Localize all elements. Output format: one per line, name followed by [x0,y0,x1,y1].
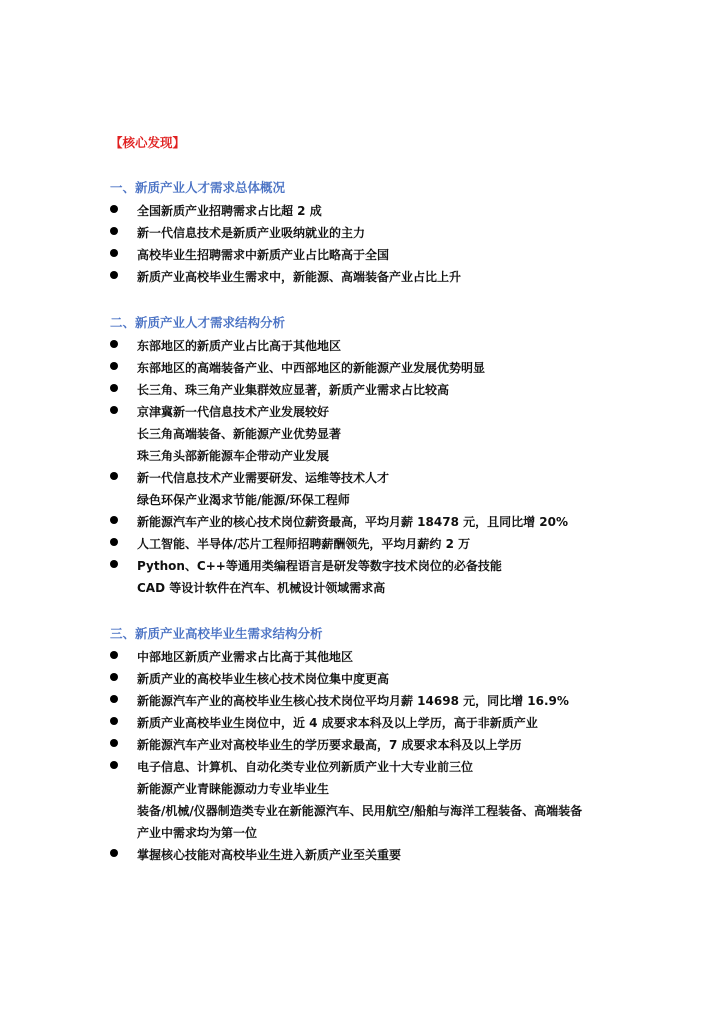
section-heading: 二、新质产业人才需求结构分析 [110,315,286,330]
bullet-text: 绿色环保产业渴求节能/能源/环保工程师 [137,493,350,507]
bullet-text: 长三角高端装备、新能源产业优势显著 [137,427,342,441]
bullet-item [110,244,670,266]
bullet-icon [110,205,118,213]
bullet-text: 全国新质产业招聘需求占比超 2 成 [137,204,322,218]
bullet-item [110,266,670,288]
bullet-item [110,335,670,357]
bullet-text: 新一代信息技术是新质产业吸纳就业的主力 [137,226,366,240]
bullet-item [110,222,670,244]
bullet-text: 珠三角头部新能源车企带动产业发展 [137,449,330,463]
bullet-text: 新能源汽车产业的高校毕业生核心技术岗位平均月薪 14698 元，同比增 16.9% [137,694,569,708]
bullet-icon [110,673,118,681]
document-body [110,133,670,866]
bullet-icon [110,560,118,568]
section-2 [110,313,670,599]
bullet-text: 新质产业高校毕业生需求中，新能源、高端装备产业占比上升 [137,270,462,284]
bullet-text: 高校毕业生招聘需求中新质产业占比略高于全国 [137,248,390,262]
bullet-text: 掌握核心技能对高校毕业生进入新质产业至关重要 [137,848,402,862]
section-3 [110,624,670,866]
bullet-text: 电子信息、计算机、自动化类专业位列新质产业十大专业前三位 [137,760,474,774]
section-1 [110,178,670,288]
bullet-icon [110,384,118,392]
bullet-item [110,467,670,511]
bullet-text: 东部地区的高端装备产业、中西部地区的新能源产业发展优势明显 [137,361,486,375]
bullet-text: 新能源汽车产业对高校毕业生的学历要求最高，7 成要求本科及以上学历 [137,738,522,752]
bullet-item [110,690,670,712]
bullet-item [110,379,670,401]
bullet-icon [110,717,118,725]
bullet-text: 人工智能、半导体/芯片工程师招聘薪酬领先，平均月薪约 2 万 [137,537,471,551]
bullet-item [110,555,670,599]
section-heading: 一、新质产业人才需求总体概况 [110,180,286,195]
bullet-icon [110,340,118,348]
bullet-item [110,646,670,668]
section-heading: 三、新质产业高校毕业生需求结构分析 [110,626,323,641]
bullet-item [110,533,670,555]
bullet-item [110,200,670,222]
bullet-text: Python、C++等通用类编程语言是研发等数字技术岗位的必备技能 [137,559,502,573]
bullet-text: 东部地区的新质产业占比高于其他地区 [137,339,342,353]
bullet-text: CAD 等设计软件在汽车、机械设计领域需求高 [137,581,386,595]
bullet-text: 产业中需求均为第一位 [137,826,258,840]
bullet-text: 京津冀新一代信息技术产业发展较好 [137,405,330,419]
bullet-icon [110,849,118,857]
bullet-item [110,668,670,690]
bullet-icon [110,472,118,480]
bullet-icon [110,739,118,747]
bullet-item [110,511,670,533]
bullet-icon [110,271,118,279]
bullet-item [110,756,670,844]
bullet-text: 新质产业的高校毕业生核心技术岗位集中度更高 [137,672,390,686]
bullet-icon [110,362,118,370]
bullet-icon [110,761,118,769]
bullet-text: 新质产业高校毕业生岗位中，近 4 成要求本科及以上学历，高于非新质产业 [137,716,538,730]
bullet-icon [110,651,118,659]
bullet-icon [110,538,118,546]
bullet-item [110,844,670,866]
core-findings-title: 【核心发现】 [110,135,186,150]
bullet-text: 长三角、珠三角产业集群效应显著，新质产业需求占比较高 [137,383,450,397]
bullet-text: 中部地区新质产业需求占比高于其他地区 [137,650,354,664]
bullet-item [110,401,670,467]
bullet-icon [110,227,118,235]
bullet-text: 新能源汽车产业的核心技术岗位薪资最高，平均月薪 18478 元，且同比增 20% [137,515,569,529]
bullet-item [110,734,670,756]
bullet-icon [110,249,118,257]
bullet-icon [110,406,118,414]
bullet-item [110,712,670,734]
bullet-text: 新能源产业青睐能源动力专业毕业生 [137,782,330,796]
bullet-icon [110,516,118,524]
bullet-icon [110,695,118,703]
bullet-text: 装备/机械/仪器制造类专业在新能源汽车、民用航空/船舶与海洋工程装备、高端装备 [137,804,583,818]
bullet-item [110,357,670,379]
bullet-text: 新一代信息技术产业需要研发、运维等技术人才 [137,471,390,485]
